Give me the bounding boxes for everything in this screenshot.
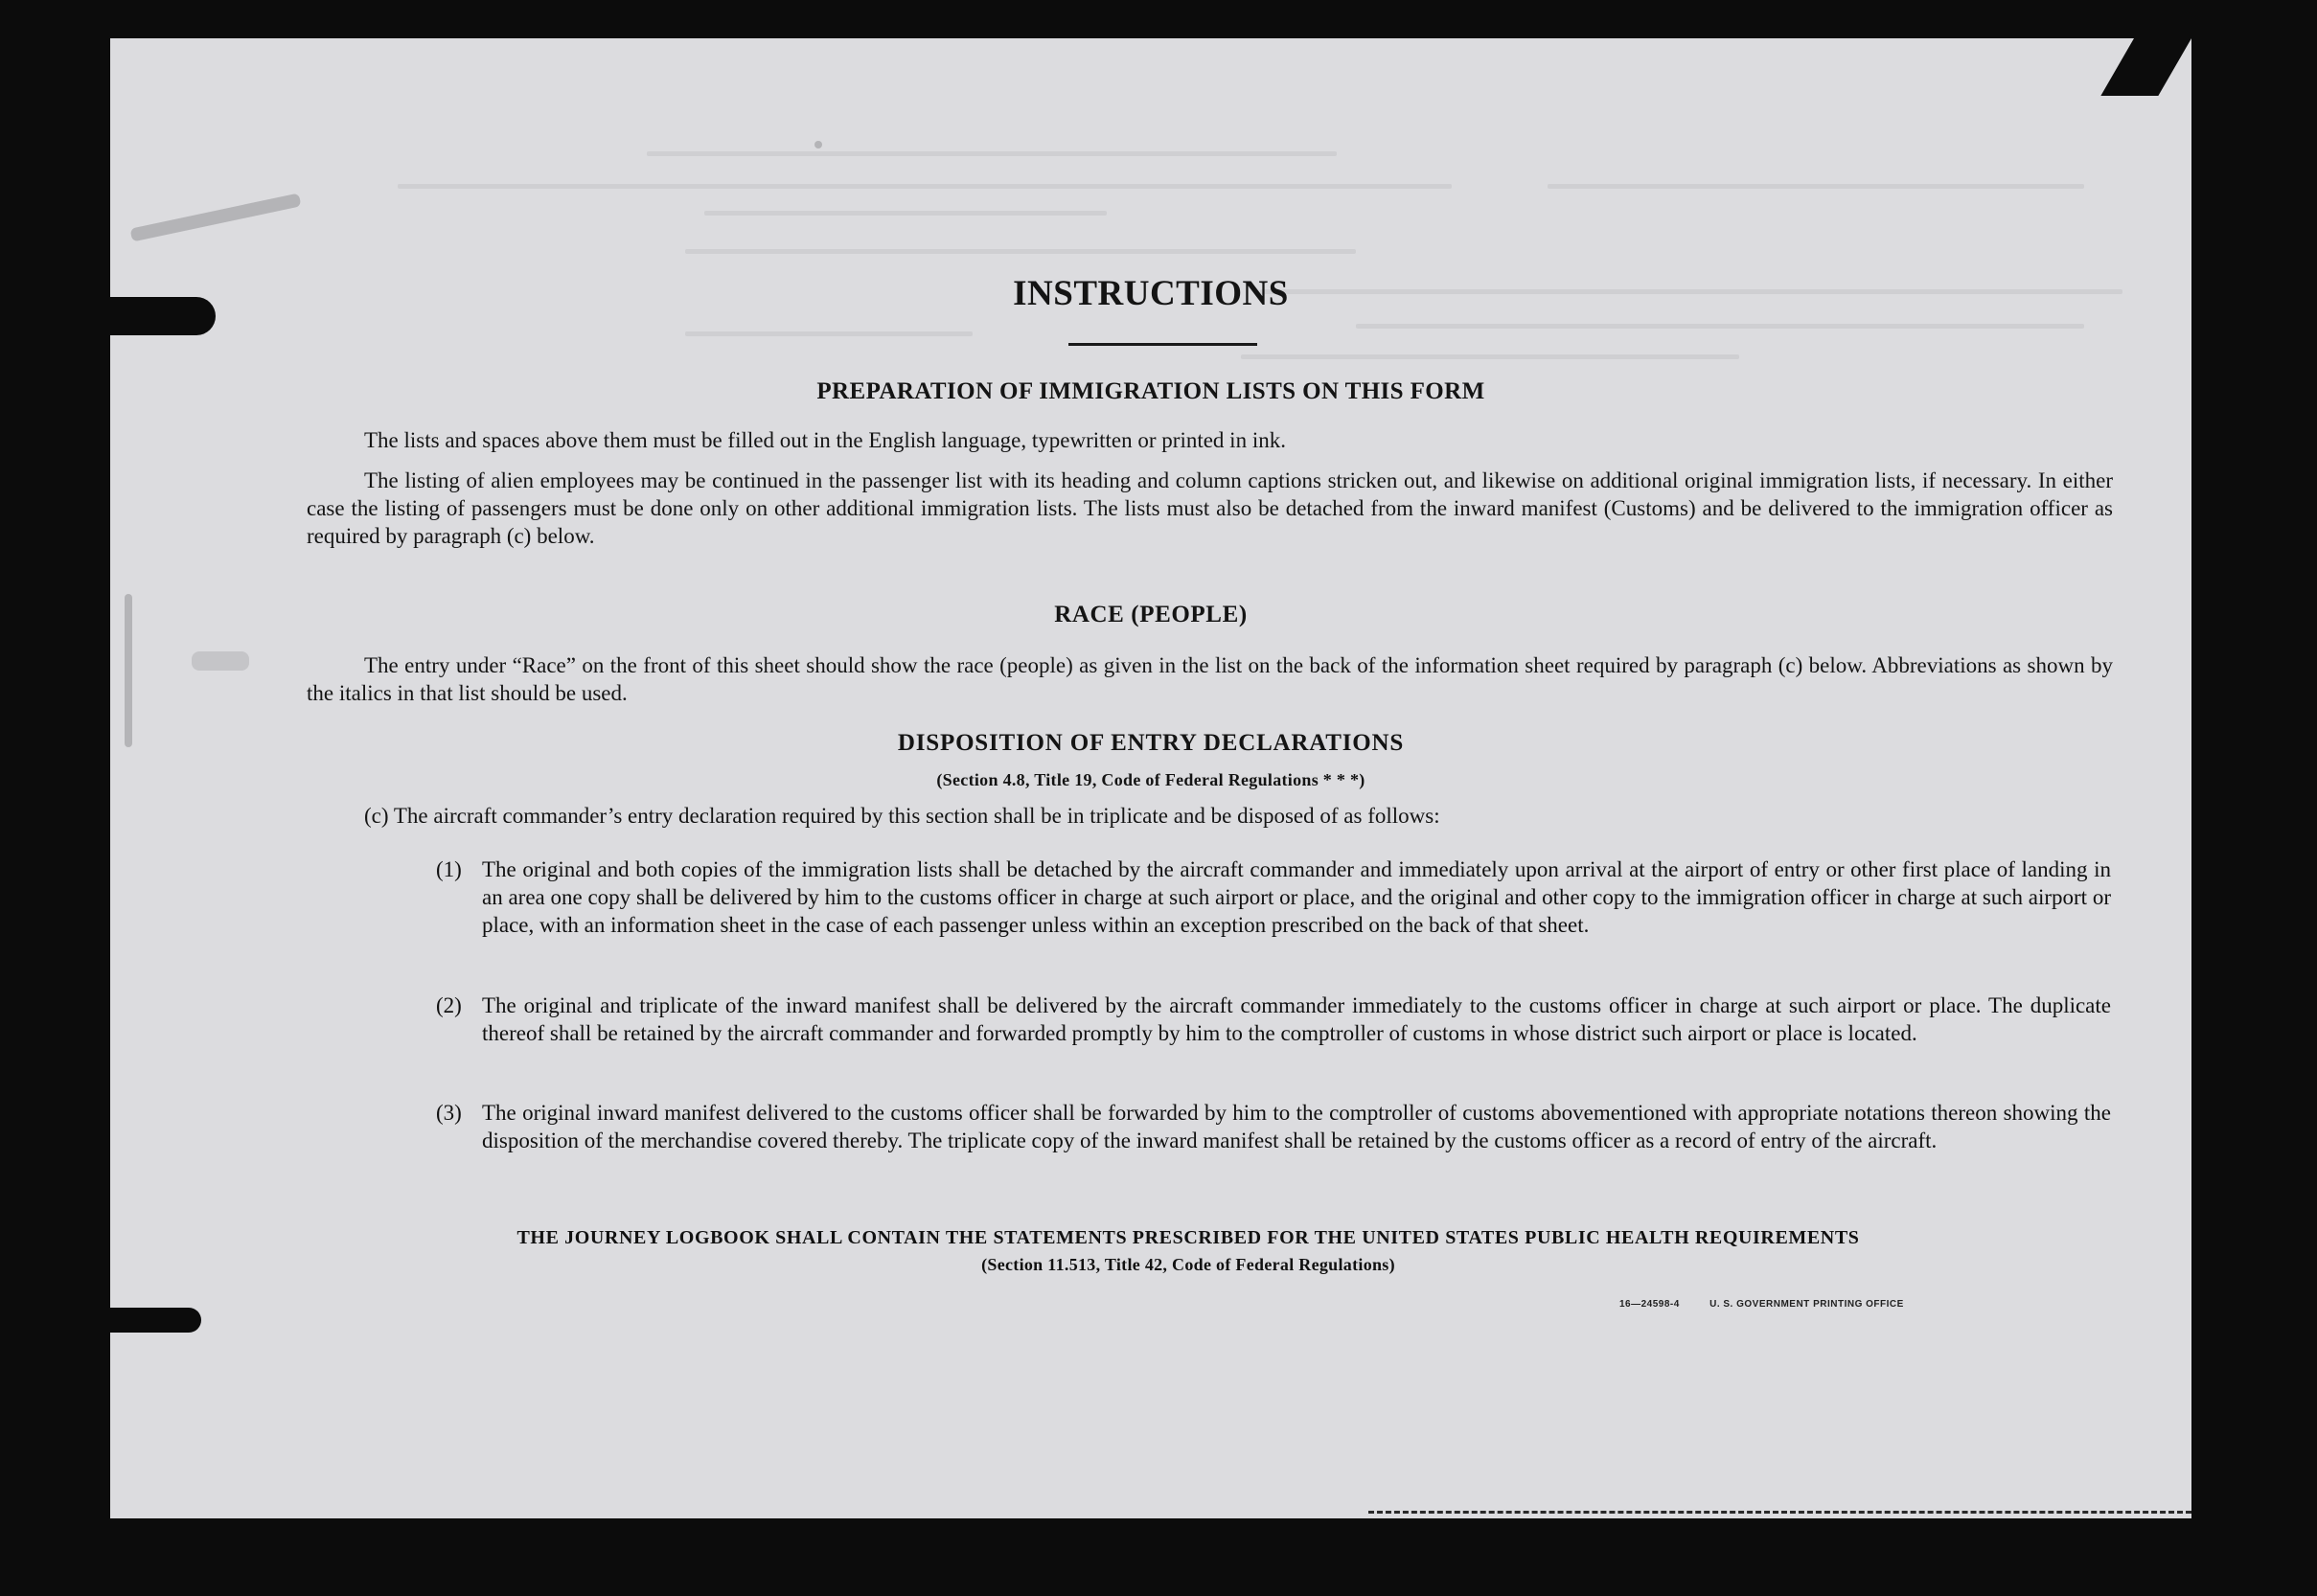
printer-imprint (1619, 1299, 1931, 1310)
bleed-through-mark (685, 249, 1356, 254)
list-item (436, 1099, 2111, 1154)
section-heading-preparation: PREPARATION OF IMMIGRATION LISTS ON THIS FORM (816, 378, 1485, 404)
preparation-paragraph-2: The listing of alien employees may be continued in the passenger list with its heading and column captions stricken out, and likewise on additional original immigration lists, if necessary. In either case the listing of passengers must be done only on other additional immigration lists. The lists must also be detached from the inward manifest (Customs) and be delivered to the immigration officer as required by paragraph (c) below. (307, 468, 2113, 548)
item-number: (1) (436, 857, 462, 881)
perforation-line (1368, 1511, 2191, 1514)
intro-text: The aircraft commander’s entry declaration required by this section shall be in triplicate and be disposed of as follows: (393, 804, 1440, 828)
bleed-through-mark (398, 184, 1452, 189)
footer-citation: (Section 11.513, Title 42, Code of Federal Regulations) (981, 1255, 1395, 1274)
paper-corner (2100, 38, 2191, 96)
bleed-through-mark (647, 151, 1337, 156)
page-title: INSTRUCTIONS (1013, 274, 1289, 313)
printer-name: U. S. GOVERNMENT PRINTING OFFICE (1709, 1299, 1904, 1310)
section-heading-disposition: DISPOSITION OF ENTRY DECLARATIONS (897, 730, 1405, 756)
section-heading-race: RACE (PEOPLE) (1054, 602, 1248, 627)
ink-spot (814, 141, 822, 148)
bleed-through-mark (685, 331, 973, 336)
bleed-through-mark (1356, 324, 2084, 329)
list-item (436, 992, 2111, 1047)
ink-spot (192, 651, 249, 671)
intro-label: (c) (364, 804, 389, 828)
title-underline (1068, 343, 1257, 346)
paper-tear (110, 1308, 201, 1333)
item-text: The original and both copies of the immigration lists shall be detached by the aircraft commander and immediately upon arrival at the airport of entry or other first place of landing in an area one copy shall be delivered by him to the customs officer in charge at such airport or place, and the original and other copy to the immigration officer in charge at such airport or place, with an information sheet in the case of each passenger unless within an exception prescribed on the back of that sheet. (482, 857, 2111, 937)
item-number: (3) (436, 1101, 462, 1125)
item-text: The original inward manifest delivered to the customs officer shall be forwarded by him to the comptroller of customs abovementioned with appropriate notations thereon showing the disposition of the merchandise covered thereby. The triplicate copy of the inward manifest shall be retained by the customs officer as a record of entry of the aircraft. (482, 1101, 2111, 1152)
ink-spot (130, 193, 302, 241)
preparation-paragraph-1: The lists and spaces above them must be filled out in the English language, typewritten or printed in ink. (364, 428, 1286, 452)
document-sheet (110, 38, 2191, 1518)
bleed-through-mark (1241, 354, 1739, 359)
item-text: The original and triplicate of the inward manifest shall be delivered by the aircraft commander immediately to the customs officer in charge at such airport or place. The duplicate thereof shall be retained by the aircraft commander and forwarded promptly by him to the comptroller of customs in whose district such airport or place is located. (482, 993, 2111, 1045)
item-number: (2) (436, 993, 462, 1017)
disposition-intro (364, 802, 2113, 830)
footer-statement: THE JOURNEY LOGBOOK SHALL CONTAIN THE STATEMENTS PRESCRIBED FOR THE UNITED STATES PUBLIC HEALTH REQUIREMENTS (516, 1227, 1860, 1248)
race-paragraph: The entry under “Race” on the front of this sheet should show the race (people) as given in the list on the back of the information sheet required by paragraph (c) below. Abbreviations as shown by the italics in that list should be used. (307, 653, 2113, 705)
bleed-through-mark (1548, 184, 2084, 189)
disposition-citation: (Section 4.8, Title 19, Code of Federal Regulations * * *) (936, 770, 1365, 789)
list-item (436, 855, 2111, 939)
form-number: 16—24598-4 (1619, 1299, 1680, 1310)
bleed-through-mark (704, 211, 1107, 216)
